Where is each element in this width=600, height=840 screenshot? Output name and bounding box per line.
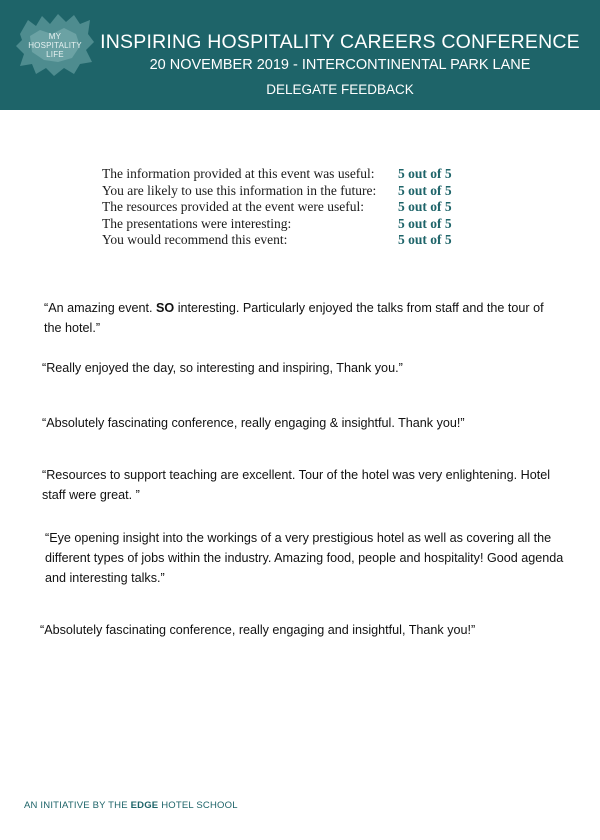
rating-question: The information provided at this event was useful: [102, 166, 375, 181]
rating-row [102, 216, 502, 233]
quote-text: interesting. Particularly enjoyed the talks from staff and the tour of the hotel.” [44, 301, 544, 335]
logo-line-3: LIFE [46, 50, 64, 59]
footer-credit [24, 800, 238, 811]
rating-question: The resources provided at the event were useful: [102, 199, 365, 214]
rating-score: 5 out of 5 [398, 166, 452, 181]
rating-row [102, 232, 502, 249]
my-hospitality-life-logo [14, 12, 96, 78]
rating-score: 5 out of 5 [398, 199, 452, 214]
quote-text: “An amazing event. [44, 301, 157, 315]
rating-question: You are likely to use this information in the future: [102, 182, 377, 198]
feedback-quote-6: “Absolutely fascinating conference, really engaging and insightful, Thank you!” [40, 623, 476, 637]
rating-score: 5 out of 5 [398, 182, 452, 198]
footer-brand: EDGE [130, 800, 159, 811]
page-title: INSPIRING HOSPITALITY CAREERS CONFERENCE [100, 31, 580, 53]
rating-question: You would recommend this event: [102, 232, 288, 247]
rating-score: 5 out of 5 [398, 215, 452, 231]
logo-line-1: MY [48, 32, 62, 41]
header-banner [0, 0, 600, 110]
feedback-quote-5: “Eye opening insight into the workings of a very prestigious hotel as well as covering all the different types of jobs within the industry. Amazing food, people and hospitality! Good agenda and interesting talks.” [45, 531, 564, 585]
ratings-list [102, 166, 502, 249]
rating-row [102, 199, 502, 216]
event-date-venue: 20 NOVEMBER 2019 - INTERCONTINENTAL PARK LANE [149, 57, 531, 73]
rating-question: The presentations were interesting: [102, 215, 292, 231]
feedback-quote-4: “Resources to support teaching are excellent. Tour of the hotel was very enlightening. Hotel staff were great. ” [42, 468, 551, 502]
footer-suffix: HOTEL SCHOOL [158, 800, 238, 811]
logo-line-2: HOSPITALITY [28, 41, 82, 50]
quote-emphasis: SO [156, 301, 175, 315]
rating-score: 5 out of 5 [398, 232, 452, 247]
logo-text [14, 32, 96, 59]
rating-row [102, 166, 502, 183]
section-title: DELEGATE FEEDBACK [266, 82, 414, 97]
feedback-quote-2: “Really enjoyed the day, so interesting and inspiring, Thank you.” [42, 361, 403, 375]
feedback-quote-1 [44, 298, 564, 338]
rating-row [102, 183, 502, 200]
feedback-quote-3: “Absolutely fascinating conference, really engaging & insightful. Thank you!” [42, 416, 465, 430]
footer-prefix: AN INITIATIVE BY THE [24, 800, 131, 811]
